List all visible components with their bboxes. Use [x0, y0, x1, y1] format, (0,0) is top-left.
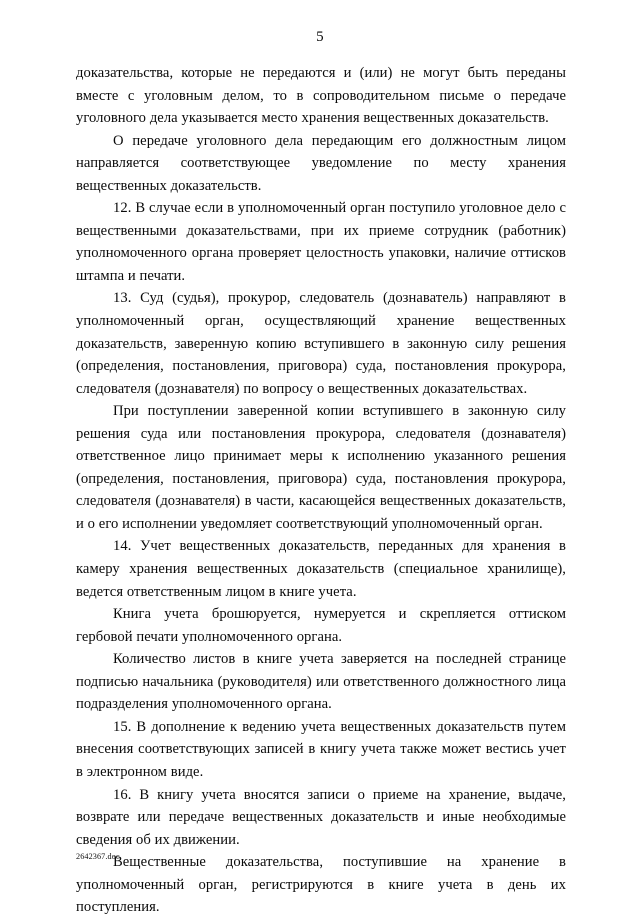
paragraph: 15. В дополнение к ведению учета вещественных доказательств путем внесения соответствующих записей в книгу учета также может вестись учет в электронном виде.	[76, 718, 566, 780]
paragraph: 13. Суд (судья), прокурор, следователь (дознаватель) направляют в уполномоченный орган, осуществляющий хранение вещественных доказательств, заверенную копию вступившего в законную силу решения (определения, постановления, приговора) суда, постановления прокурора, следователя (дознавателя) по вопросу о вещественных доказательствах.	[76, 290, 566, 397]
footer-filename: 2642367.doc	[76, 852, 120, 861]
page-number: 5	[316, 29, 324, 45]
paragraph: Книга учета брошюруется, нумеруется и скрепляется оттиском гербовой печати уполномоченного органа.	[76, 606, 566, 645]
paragraph: О передаче уголовного дела передающим его должностным лицом направляется соответствующее уведомление по месту хранения вещественных доказательств.	[76, 132, 566, 194]
paragraph: Вещественные доказательства, поступившие на хранение в уполномоченный орган, регистрируются в книге учета в день их поступления.	[76, 854, 566, 916]
paragraph: 16. В книгу учета вносятся записи о приеме на хранение, выдаче, возврате или передаче вещественных доказательств и иные необходимые сведения об их движении.	[76, 786, 566, 848]
paragraph: доказательства, которые не передаются и (или) не могут быть переданы вместе с уголовным делом, то в сопроводительном письме о передаче уголовного дела указывается место хранения вещественных доказательств.	[76, 65, 566, 127]
paragraph: 14. Учет вещественных доказательств, переданных для хранения в камеру хранения вещественных доказательств (специальное хранилище), ведется ответственным лицом в книге учета.	[76, 538, 566, 600]
paragraph: 12. В случае если в уполномоченный орган поступило уголовное дело с вещественными доказательствами, при их приеме сотрудник (работник) уполномоченного органа проверяет целостность упаковки, наличие оттисков штампа и печати.	[76, 200, 566, 284]
paragraph: Количество листов в книге учета заверяется на последней странице подписью начальника (руководителя) или ответственного должностного лица подразделения уполномоченного органа.	[76, 651, 566, 713]
document-body	[76, 62, 566, 919]
paragraph: При поступлении заверенной копии вступившего в законную силу решения суда или постановления прокурора, следователя (дознавателя) ответственное лицо принимает меры к исполнению указанного решения (определения, постановления, приговора) суда, постановления прокурора, следователя (дознавателя) в части, касающейся вещественных доказательств, и о его исполнении уведомляет соответствующий уполномоченный орган.	[76, 403, 566, 532]
